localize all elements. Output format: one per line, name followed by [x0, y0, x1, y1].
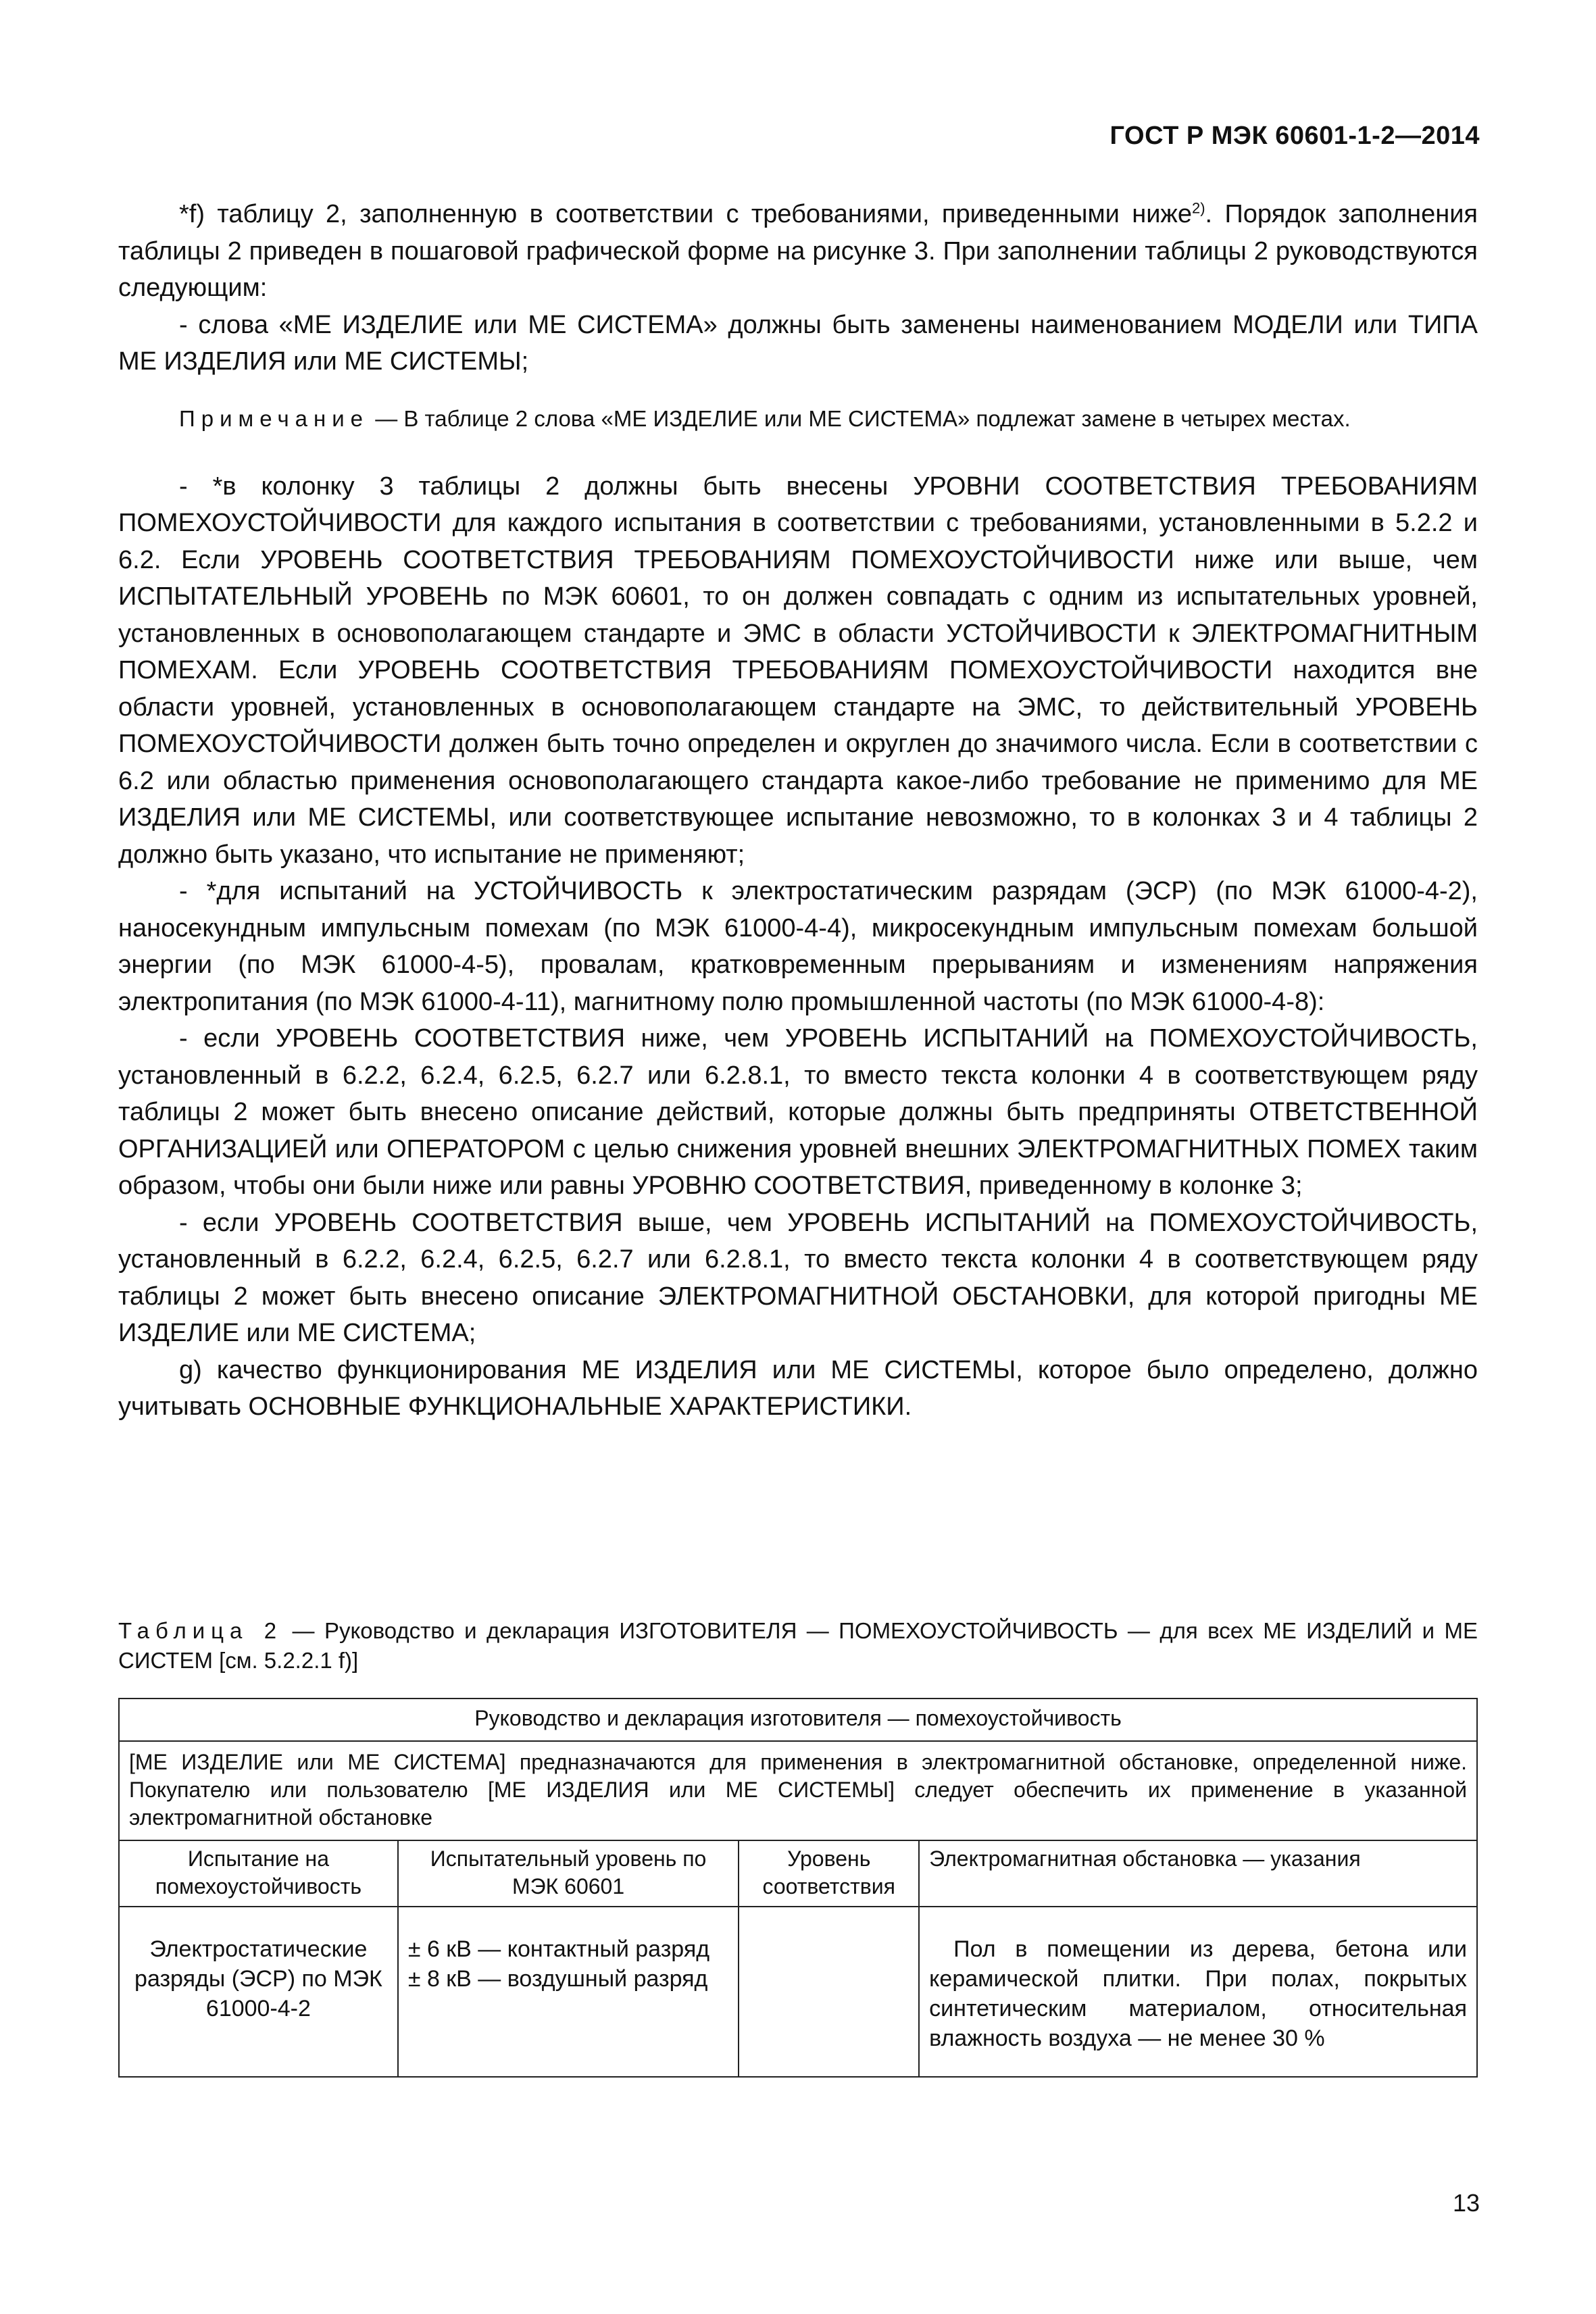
body-text [118, 196, 1478, 1426]
paragraph-higher-level: - если УРОВЕНЬ СООТВЕТСТВИЯ выше, чем УРОВЕНЬ ИСПЫТАНИЙ на ПОМЕХОУСТОЙЧИВОСТЬ, установленный в 6.2.2, 6.2.4, 6.2.5, 6.2.7 или 6.2.8.1, то вместо текста колонки 4 в соответствующем ряду таблицы 2 может быть внесено описание ЭЛЕКТРОМАГНИТНОЙ ОБСТАНОВКИ, для которой пригодны МЕ ИЗДЕЛИЕ или МЕ СИСТЕМА; [118, 1208, 1478, 1347]
table-row [119, 1907, 1477, 2077]
paragraph-tests: - *для испытаний на УСТОЙЧИВОСТЬ к электростатическим разрядам (ЭСР) (по МЭК 61000-4-2), наносекундным импульсным помехам (по МЭК 61000-4-4), микросекундным импульсным помехам большой энергии (по МЭК 61000-4-5), провалам, кратковременным прерываниям и изменениям напряжения электропитания (по МЭК 61000-4-11), магнитному полю промышленной частоты (по МЭК 61000-4-8): [118, 877, 1478, 1016]
paragraph-f-text-cont: . Порядок заполнения таблицы 2 приведен в пошаговой графической форме на рисунке 3. При заполнении таблицы 2 руководствуются следующим: [118, 200, 1478, 302]
table-title: Руководство и декларация изготовителя — помехоустойчивость [119, 1699, 1477, 1741]
column-header: Электромагнитная обстановка — указания [919, 1840, 1477, 1907]
paragraph-f-text: *f) таблицу 2, заполненную в соответствии с требованиями, приведенными ниже [179, 200, 1192, 228]
column-header: Уровень соответствия [739, 1840, 919, 1907]
table-title-row [119, 1699, 1477, 1741]
note [118, 402, 1478, 436]
test-cell: Электростатические разряды (ЭСР) по МЭК 61000-4-2 [119, 1907, 398, 2077]
table-header-row [119, 1840, 1477, 1907]
test-level-cell [398, 1907, 739, 2077]
column-header: Испытание на помехоустойчивость [119, 1840, 398, 1907]
page-number: 13 [1452, 2189, 1480, 2217]
compliance-cell [739, 1907, 919, 2077]
level-contact: ± 6 кВ — контактный разряд [407, 1936, 710, 1962]
level-air: ± 8 кВ — воздушный разряд [407, 1966, 708, 1992]
table-caption-label: Таблица 2 [118, 1618, 283, 1643]
standard-header: ГОСТ Р МЭК 60601-1-2—2014 [1109, 122, 1480, 150]
paragraph-column3: - *в колонку 3 таблицы 2 должны быть внесены УРОВНИ СООТВЕТСТВИЯ ТРЕБОВАНИЯМ ПОМЕХОУСТОЙЧИВОСТИ для каждого испытания в соответствии с требованиями, установленными в 5.2.2 и 6.2. Если УРОВЕНЬ СООТВЕТСТВИЯ ТРЕБОВАНИЯМ ПОМЕХОУСТОЙЧИВОСТИ ниже или выше, чем ИСПЫТАТЕЛЬНЫЙ УРОВЕНЬ по МЭК 60601, то он должен совпадать с одним из испытательных уровней, установленных в основополагающем стандарте и ЭМС в области УСТОЙЧИВОСТИ к ЭЛЕКТРОМАГНИТНЫМ ПОМЕХАМ. Если УРОВЕНЬ СООТВЕТСТВИЯ ТРЕБОВАНИЯМ ПОМЕХОУСТОЙЧИВОСТИ находится вне области уровней, установленных в основополагающем стандарте на ЭМС, то действительный УРОВЕНЬ ПОМЕХОУСТОЙЧИВОСТИ должен быть точно определен и округлен до значимого числа. Если в соответствии с 6.2 или областью применения основополагающего стандарта какое-либо требование не применимо для МЕ ИЗДЕЛИЯ или МЕ СИСТЕМЫ, или соответствующее испытание невозможно, то в колонках 3 и 4 таблицы 2 должно быть указано, что испытание не применяют; [118, 472, 1478, 869]
note-label: Примечание [179, 405, 370, 431]
paragraph-lower-level: - если УРОВЕНЬ СООТВЕТСТВИЯ ниже, чем УРОВЕНЬ ИСПЫТАНИЙ на ПОМЕХОУСТОЙЧИВОСТЬ, установленный в 6.2.2, 6.2.4, 6.2.5, 6.2.7 или 6.2.8.1, то вместо текста колонки 4 в соответствующем ряду таблицы 2 может быть внесено описание действий, которые должны быть предприняты ОТВЕТСТВЕННОЙ ОРГАНИЗАЦИЕЙ или ОПЕРАТОРОМ с целью снижения уровней внешних ЭЛЕКТРОМАГНИТНЫХ ПОМЕХ таким образом, чтобы они были ниже или равны УРОВНЮ СООТВЕТСТВИЯ, приведенному в колонке 3; [118, 1024, 1478, 1200]
footnote-ref: 2) [1191, 199, 1205, 217]
note-text: — В таблице 2 слова «МЕ ИЗДЕЛИЕ или МЕ СИСТЕМА» подлежат замене в четырех местах. [375, 405, 1351, 431]
table-intro-row [119, 1741, 1477, 1840]
guidance-table [118, 1698, 1478, 2078]
table-intro: [МЕ ИЗДЕЛИЕ или МЕ СИСТЕМА] предназначаются для применения в электромагнитной обстановке, определенной ниже. Покупателю или пользователю [МЕ ИЗДЕЛИЯ или МЕ СИСТЕМЫ] следует обеспечить их применение в указанной электромагнитной обстановке [119, 1741, 1477, 1840]
table-caption-text: — Руководство и декларация ИЗГОТОВИТЕЛЯ — ПОМЕХОУСТОЙЧИВОСТЬ — для всех МЕ ИЗДЕЛИЙ и МЕ СИСТЕМ [см. 5.2.2.1 f)] [118, 1618, 1478, 1673]
environment-cell: Пол в помещении из дерева, бетона или керамической плитки. При полах, покрытых синтетическим материалом, относительная влажность воздуха — не менее 30 % [919, 1907, 1477, 2077]
column-header: Испытательный уровень по МЭК 60601 [398, 1840, 739, 1907]
paragraph-f [118, 196, 1478, 307]
paragraph-g: g) качество функционирования МЕ ИЗДЕЛИЯ или МЕ СИСТЕМЫ, которое было определено, должно учитывать ОСНОВНЫЕ ФУНКЦИОНАЛЬНЫЕ ХАРАКТЕРИСТИКИ. [118, 1355, 1478, 1421]
table-caption [118, 1616, 1478, 1676]
paragraph-replace-words: - слова «МЕ ИЗДЕЛИЕ или МЕ СИСТЕМА» должны быть заменены наименованием МОДЕЛИ или ТИПА МЕ ИЗДЕЛИЯ или МЕ СИСТЕМЫ; [118, 310, 1478, 376]
